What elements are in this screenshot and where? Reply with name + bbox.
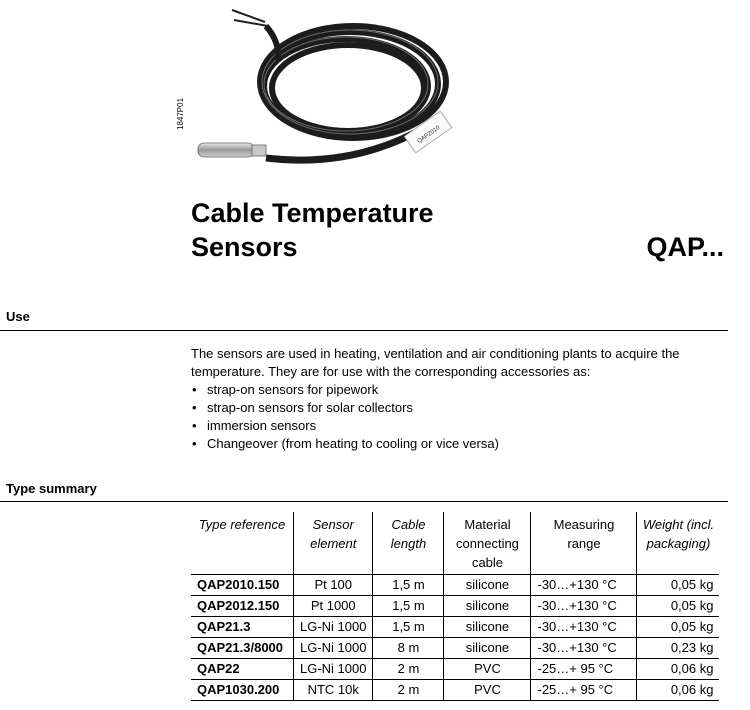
cell-measuring-range: -30…+130 °C <box>531 596 637 617</box>
table-row <box>191 680 719 701</box>
cell-type-reference: QAP21.3 <box>197 619 251 634</box>
cell-material: PVC <box>444 659 531 680</box>
cell-material: PVC <box>444 680 531 701</box>
cell-weight: 0,05 kg <box>637 617 720 638</box>
cable-sensor-photo <box>170 0 470 178</box>
cell-measuring-range: -30…+130 °C <box>531 638 637 659</box>
use-intro: The sensors are used in heating, ventilation and air conditioning plants to acquire the temperature. They are for use with the corresponding accessories as: <box>191 346 680 379</box>
cell-sensor-element: LG-Ni 1000 <box>294 638 373 659</box>
page-title-line1: Cable Temperature <box>191 198 434 228</box>
cell-sensor-element: LG-Ni 1000 <box>294 617 373 638</box>
cell-measuring-range: -30…+130 °C <box>531 617 637 638</box>
table-header-row <box>191 512 719 575</box>
cell-type-reference: QAP22 <box>197 661 240 676</box>
use-bullet-list <box>191 381 721 453</box>
cell-material: silicone <box>444 596 531 617</box>
type-summary-divider <box>0 501 728 502</box>
cell-material: silicone <box>444 575 531 596</box>
cell-weight: 0,06 kg <box>637 659 720 680</box>
use-heading: Use <box>6 309 30 324</box>
cell-sensor-element: Pt 100 <box>294 575 373 596</box>
table-row <box>191 638 719 659</box>
list-item: • immersion sensors <box>191 417 721 435</box>
type-summary-table <box>191 512 719 701</box>
use-description <box>191 345 721 453</box>
cell-type-reference: QAP1030.200 <box>197 682 280 697</box>
cell-measuring-range: -30…+130 °C <box>531 575 637 596</box>
table-row <box>191 659 719 680</box>
cell-type-reference: QAP2010.150 <box>197 577 280 592</box>
cell-measuring-range: -25…+ 95 °C <box>531 659 637 680</box>
header-type-reference: Type reference <box>198 517 286 532</box>
cell-weight: 0,23 kg <box>637 638 720 659</box>
cell-cable-length: 1,5 m <box>373 617 444 638</box>
page-title <box>191 196 434 264</box>
header-measuring-range: Measuring range <box>531 512 637 575</box>
cell-weight: 0,05 kg <box>637 596 720 617</box>
list-item: • strap-on sensors for pipework <box>191 381 721 399</box>
use-divider <box>0 330 728 331</box>
table-row <box>191 575 719 596</box>
table-row <box>191 596 719 617</box>
cell-sensor-element: LG-Ni 1000 <box>294 659 373 680</box>
type-summary-heading: Type summary <box>6 481 97 496</box>
list-item: • Changeover (from heating to cooling or vice versa) <box>191 435 721 453</box>
cell-material: silicone <box>444 617 531 638</box>
cell-type-reference: QAP21.3/8000 <box>197 640 284 655</box>
figure-code: 1847P01 <box>176 97 185 130</box>
table-row <box>191 617 719 638</box>
header-material: Material connecting cable <box>444 512 531 575</box>
cell-measuring-range: -25…+ 95 °C <box>531 680 637 701</box>
product-code: QAP... <box>646 232 724 262</box>
cell-cable-length: 1,5 m <box>373 596 444 617</box>
cell-weight: 0,06 kg <box>637 680 720 701</box>
cell-cable-length: 2 m <box>373 680 444 701</box>
cell-cable-length: 8 m <box>373 638 444 659</box>
cell-cable-length: 2 m <box>373 659 444 680</box>
cell-material: silicone <box>444 638 531 659</box>
list-item: • strap-on sensors for solar collectors <box>191 399 721 417</box>
cell-type-reference: QAP2012.150 <box>197 598 280 613</box>
header-weight: Weight (incl. packaging) <box>637 512 720 575</box>
header-sensor-element: Sensor element <box>294 512 373 575</box>
cell-cable-length: 1,5 m <box>373 575 444 596</box>
cell-sensor-element: Pt 1000 <box>294 596 373 617</box>
cell-sensor-element: NTC 10k <box>294 680 373 701</box>
header-cable-length: Cable length <box>373 512 444 575</box>
page-title-line2: Sensors <box>191 232 298 262</box>
cell-weight: 0,05 kg <box>637 575 720 596</box>
cable-tag-text: QAP2010 <box>416 125 442 145</box>
